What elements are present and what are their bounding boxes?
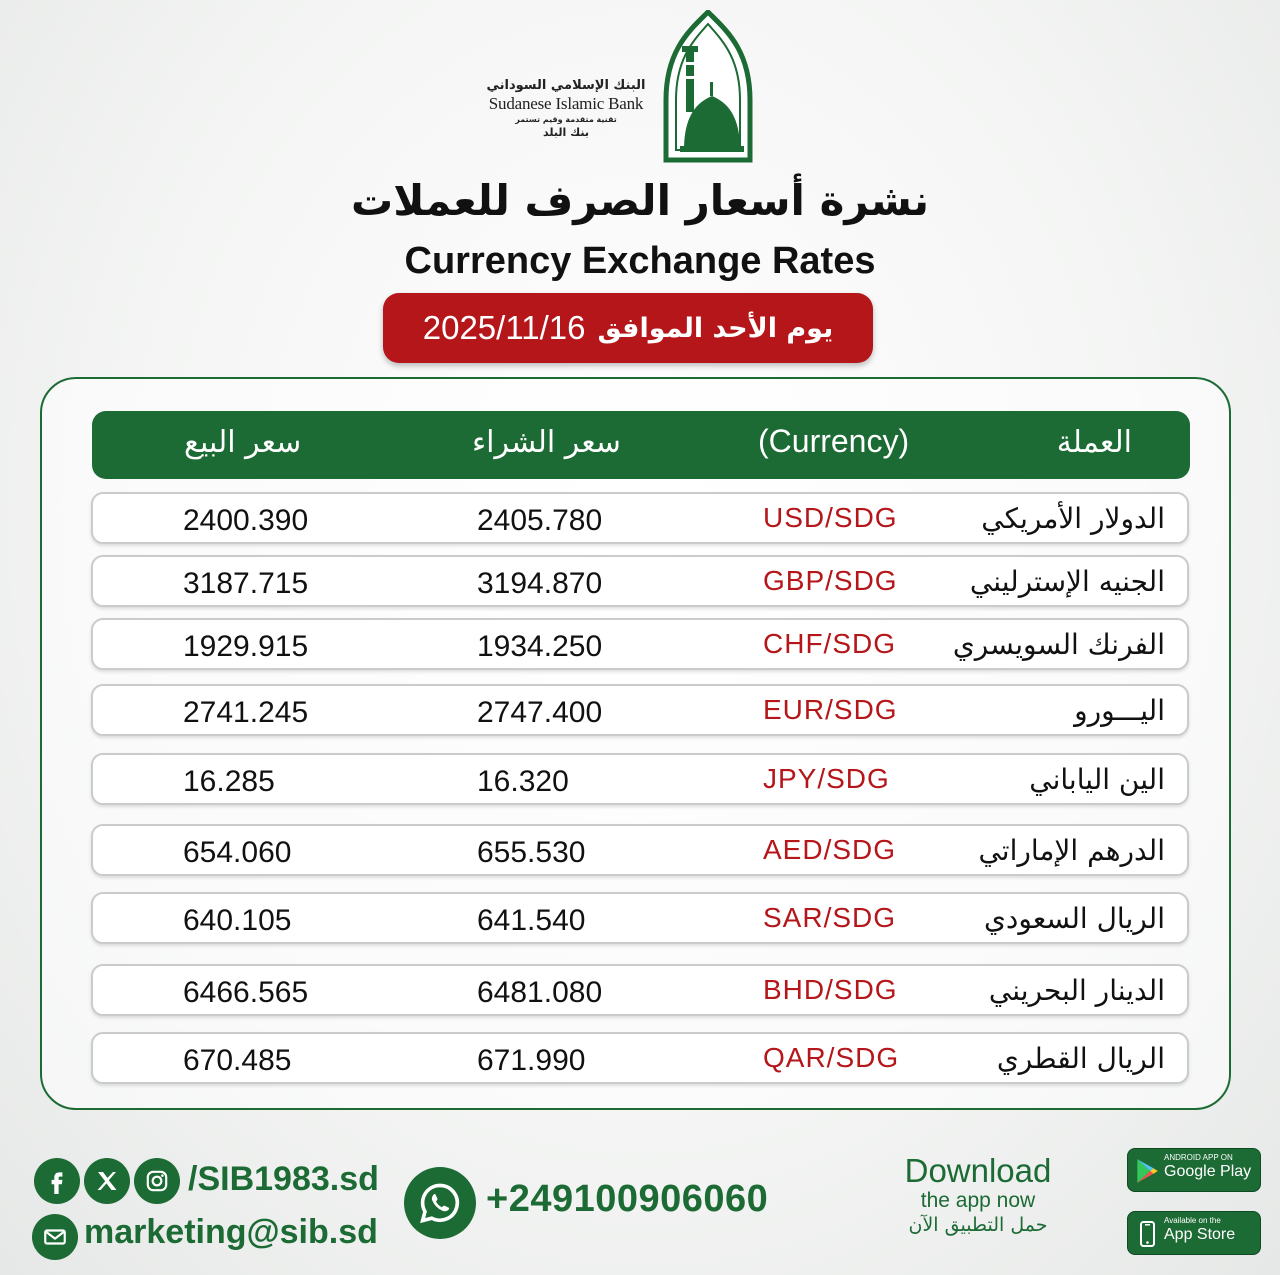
currency-code: JPY/SDG [763,763,890,794]
table-row-aed [91,824,1189,876]
table-row-qar [91,1032,1189,1084]
sell-rate: 3187.715 [183,567,309,600]
table-row-sar [91,892,1189,944]
download-subtitle-arabic: حمل التطبيق الآن [908,1214,1048,1236]
buy-rate: 641.540 [477,904,586,937]
email-icon[interactable] [32,1214,78,1260]
date-label: يوم الأحد الموافق [597,312,834,344]
google-play-button[interactable] [1127,1148,1261,1192]
download-subtitle: the app now [920,1189,1036,1212]
page-title-english: Currency Exchange Rates [404,240,876,282]
currency-code: AED/SDG [763,834,897,865]
buy-rate: 2405.780 [477,504,603,537]
buy-rate: 16.320 [477,765,569,798]
sell-rate: 654.060 [183,836,292,869]
currency-code: USD/SDG [763,502,898,533]
whatsapp-icon[interactable] [404,1167,476,1239]
currency-code: CHF/SDG [763,628,896,659]
table-row-usd [91,492,1189,544]
phone-icon [1134,1220,1160,1248]
currency-name: الفرنك السويسري [952,628,1165,661]
sell-rate: 2741.245 [183,696,309,729]
currency-name: اليـــورو [1074,694,1165,727]
sell-rate: 670.485 [183,1044,292,1077]
header-currency-arabic: العملة [1056,425,1132,460]
table-row-chf [91,618,1189,670]
bank-name-english: Sudanese Islamic Bank [488,94,644,113]
phone-number[interactable]: +249100906060 [486,1178,769,1220]
currency-name: الدولار الأمريكي [981,502,1165,535]
currency-name: الجنيه الإسترليني [969,565,1165,598]
sell-rate: 2400.390 [183,504,309,537]
buy-rate: 2747.400 [477,696,603,729]
buy-rate: 655.530 [477,836,586,869]
sell-rate: 6466.565 [183,976,309,1009]
google-play-icon [1134,1157,1160,1185]
bank-name-arabic: البنك الإسلامي السوداني [486,78,646,93]
download-title: Download [904,1152,1052,1189]
app-store-button[interactable] [1127,1211,1261,1255]
google-play-label: Google Play [1164,1163,1252,1180]
facebook-icon[interactable] [34,1158,80,1204]
app-store-caption: Available on the [1164,1216,1221,1225]
table-row-bhd [91,964,1189,1016]
buy-rate: 3194.870 [477,567,603,600]
table-header [92,411,1190,479]
header-currency-english: (Currency) [758,423,910,459]
header-sell-rate: سعر البيع [184,425,302,460]
buy-rate: 1934.250 [477,630,603,663]
buy-rate: 6481.080 [477,976,603,1009]
table-row-eur [91,684,1189,736]
currency-name: الدينار البحريني [988,974,1165,1007]
sell-rate: 1929.915 [183,630,309,663]
bank-short-name: بنك البلد [543,126,589,139]
social-handle[interactable]: /SIB1983.sd [188,1160,379,1198]
sell-rate: 16.285 [183,765,275,798]
bank-name-block [480,78,652,139]
table-row-jpy [91,753,1189,805]
page-title-arabic: نشرة أسعار الصرف للعملات [351,176,929,225]
currency-code: SAR/SDG [763,902,897,933]
instagram-icon[interactable] [134,1158,180,1204]
bank-logo-emblem [660,10,756,166]
x-icon[interactable] [84,1158,130,1204]
header-buy-rate: سعر الشراء [472,425,621,460]
currency-code: QAR/SDG [763,1042,900,1073]
currency-name: الريال السعودي [984,902,1165,935]
currency-name: الريال القطري [996,1042,1165,1075]
app-store-label: App Store [1164,1226,1236,1243]
currency-code: EUR/SDG [763,694,898,725]
email-link[interactable]: marketing@sib.sd [84,1213,378,1251]
sell-rate: 640.105 [183,904,292,937]
google-play-caption: ANDROID APP ON [1164,1153,1233,1162]
date-badge [383,293,873,363]
currency-name: الدرهم الإماراتي [978,834,1165,867]
bank-slogan: تقنية متقدمة وقيم تستمر [515,115,617,124]
currency-name: الين الياباني [1029,763,1165,796]
currency-code: GBP/SDG [763,565,898,596]
buy-rate: 671.990 [477,1044,586,1077]
currency-code: BHD/SDG [763,974,898,1005]
date-value: 2025/11/16 [422,309,586,346]
table-row-gbp [91,555,1189,607]
